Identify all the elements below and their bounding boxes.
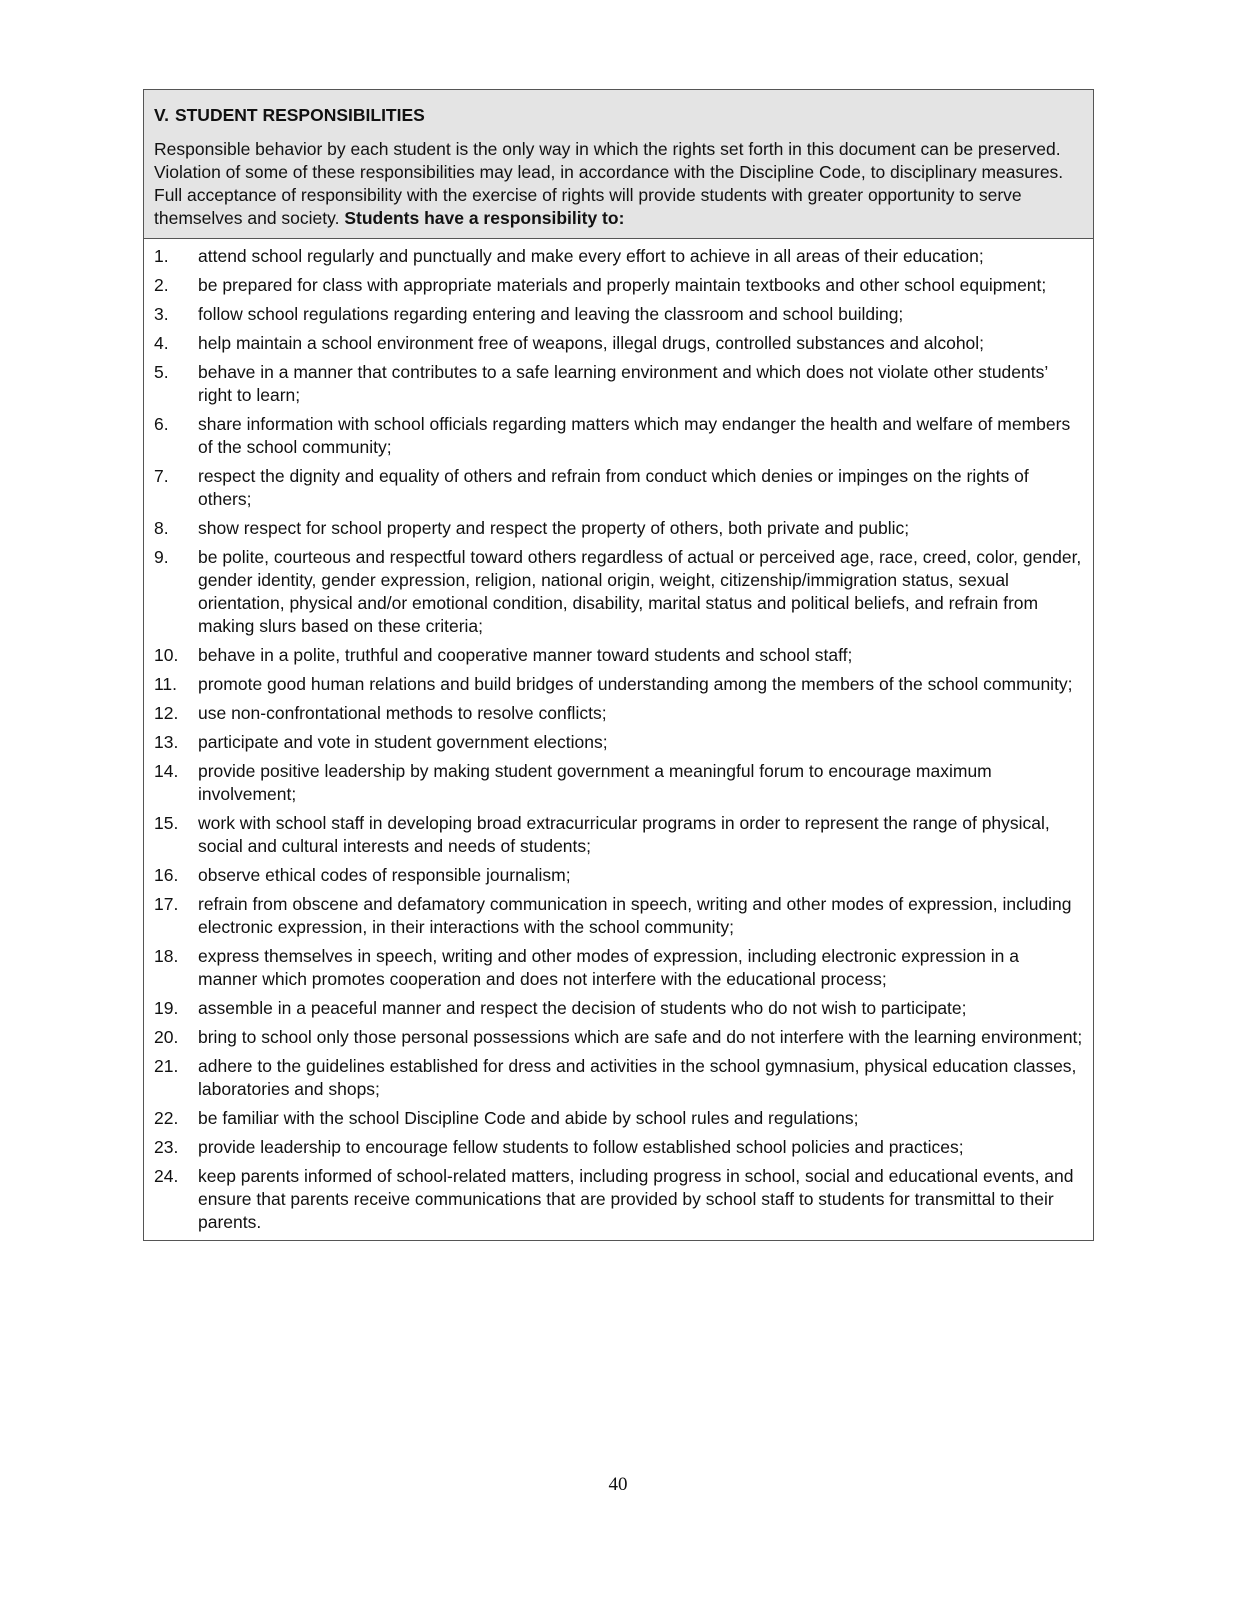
item-text: provide positive leadership by making student government a meaningful forum to encourage maximum involvement; <box>198 761 992 804</box>
item-number: 5. <box>154 362 169 382</box>
list-item <box>154 413 1083 459</box>
item-text: be prepared for class with appropriate materials and properly maintain textbooks and other school equipment; <box>198 275 1047 295</box>
list-item <box>154 644 1083 667</box>
item-number: 8. <box>154 518 169 538</box>
responsibilities-list <box>144 239 1093 1240</box>
item-text: observe ethical codes of responsible journalism; <box>198 865 571 885</box>
item-number: 13. <box>154 732 179 752</box>
item-text: keep parents informed of school-related matters, including progress in school, social and educational events, and ensure that parents receive communications that are provided by school staff to students for transmittal to their parents. <box>198 1166 1074 1232</box>
item-number: 2. <box>154 275 169 295</box>
item-text: promote good human relations and build bridges of understanding among the members of the school community; <box>198 674 1073 694</box>
list-item <box>154 893 1083 939</box>
item-text: attend school regularly and punctually and make every effort to achieve in all areas of their education; <box>198 246 984 266</box>
intro-bold-text: Students have a responsibility to: <box>344 208 625 228</box>
item-text: adhere to the guidelines established for dress and activities in the school gymnasium, physical education classes, laboratories and shops; <box>198 1056 1077 1099</box>
section-title-text: STUDENT RESPONSIBILITIES <box>174 105 425 125</box>
item-number: 22. <box>154 1108 179 1128</box>
item-number: 11. <box>154 674 178 694</box>
item-text: provide leadership to encourage fellow students to follow established school policies and practices; <box>198 1137 964 1157</box>
list-item <box>154 673 1083 696</box>
list-item <box>154 1026 1083 1049</box>
list-item <box>154 1165 1083 1234</box>
item-number: 20. <box>154 1027 179 1047</box>
item-number: 15. <box>154 813 179 833</box>
intro-text: Responsible behavior by each student is the only way in which the rights set forth in this document can be preserved. Violation of some of these responsibilities may lead, in accordance with the Discipline Code, to disciplinary measures. Full acceptance of responsibility with the exercise of rights will provide students with greater opportunity to serve themselves and society. <box>154 139 1064 228</box>
section-intro <box>154 138 1083 230</box>
list-item <box>154 546 1083 638</box>
item-number: 23. <box>154 1137 179 1157</box>
list-item <box>154 760 1083 806</box>
list-item <box>154 864 1083 887</box>
item-text: share information with school officials regarding matters which may endanger the health and welfare of members of the school community; <box>198 414 1071 457</box>
item-text: be polite, courteous and respectful toward others regardless of actual or perceived age, race, creed, color, gender, gender identity, gender expression, religion, national origin, weight, citizenship/immigration status, sexual orientation, physical and/or emotional condition, disability, marital status and political beliefs, and refrain from making slurs based on these criteria; <box>198 547 1082 636</box>
item-text: show respect for school property and respect the property of others, both private and public; <box>198 518 910 538</box>
list-item <box>154 245 1083 268</box>
item-text: participate and vote in student government elections; <box>198 732 608 752</box>
list-item <box>154 731 1083 754</box>
item-number: 14. <box>154 761 179 781</box>
item-text: work with school staff in developing broad extracurricular programs in order to represent the range of physical, social and cultural interests and needs of students; <box>198 813 1050 856</box>
item-number: 16. <box>154 865 179 885</box>
list-item <box>154 1107 1083 1130</box>
responsibilities-box <box>143 89 1094 1241</box>
item-text: help maintain a school environment free of weapons, illegal drugs, controlled substances and alcohol; <box>198 333 985 353</box>
list-item <box>154 517 1083 540</box>
item-number: 4. <box>154 333 169 353</box>
item-number: 17. <box>154 894 179 914</box>
list-item <box>154 465 1083 511</box>
item-text: refrain from obscene and defamatory communication in speech, writing and other modes of expression, including electronic expression, in their interactions with the school community; <box>198 894 1072 937</box>
item-text: assemble in a peaceful manner and respect the decision of students who do not wish to participate; <box>198 998 967 1018</box>
item-number: 7. <box>154 466 169 486</box>
list-item <box>154 812 1083 858</box>
item-number: 6. <box>154 414 169 434</box>
list-item <box>154 945 1083 991</box>
page-number: 40 <box>608 1474 628 1495</box>
item-text: respect the dignity and equality of others and refrain from conduct which denies or impinges on the rights of others; <box>198 466 1029 509</box>
item-text: use non-confrontational methods to resolve conflicts; <box>198 703 607 723</box>
section-header <box>144 90 1093 239</box>
item-text: follow school regulations regarding entering and leaving the classroom and school building; <box>198 304 904 324</box>
section-title <box>154 104 1083 126</box>
item-number: 12. <box>154 703 179 723</box>
list-item <box>154 1055 1083 1101</box>
item-number: 24. <box>154 1166 179 1186</box>
item-text: behave in a polite, truthful and cooperative manner toward students and school staff; <box>198 645 853 665</box>
item-number: 18. <box>154 946 179 966</box>
item-text: express themselves in speech, writing and other modes of expression, including electronic expression in a manner which promotes cooperation and does not interfere with the educational process; <box>198 946 1019 989</box>
item-text: behave in a manner that contributes to a safe learning environment and which does not violate other students’ right to learn; <box>198 362 1048 405</box>
item-text: be familiar with the school Discipline Code and abide by school rules and regulations; <box>198 1108 859 1128</box>
list-item <box>154 274 1083 297</box>
item-number: 9. <box>154 547 169 567</box>
list-item <box>154 332 1083 355</box>
list-item <box>154 702 1083 725</box>
item-number: 10. <box>154 645 179 665</box>
item-number: 19. <box>154 998 179 1018</box>
list-item <box>154 997 1083 1020</box>
item-number: 3. <box>154 304 169 324</box>
list-item <box>154 361 1083 407</box>
item-text: bring to school only those personal possessions which are safe and do not interfere with the learning environment; <box>198 1027 1083 1047</box>
item-number: 1. <box>154 246 169 266</box>
list-item <box>154 1136 1083 1159</box>
item-number: 21. <box>154 1056 179 1076</box>
section-number: V. <box>154 105 169 125</box>
list-item <box>154 303 1083 326</box>
